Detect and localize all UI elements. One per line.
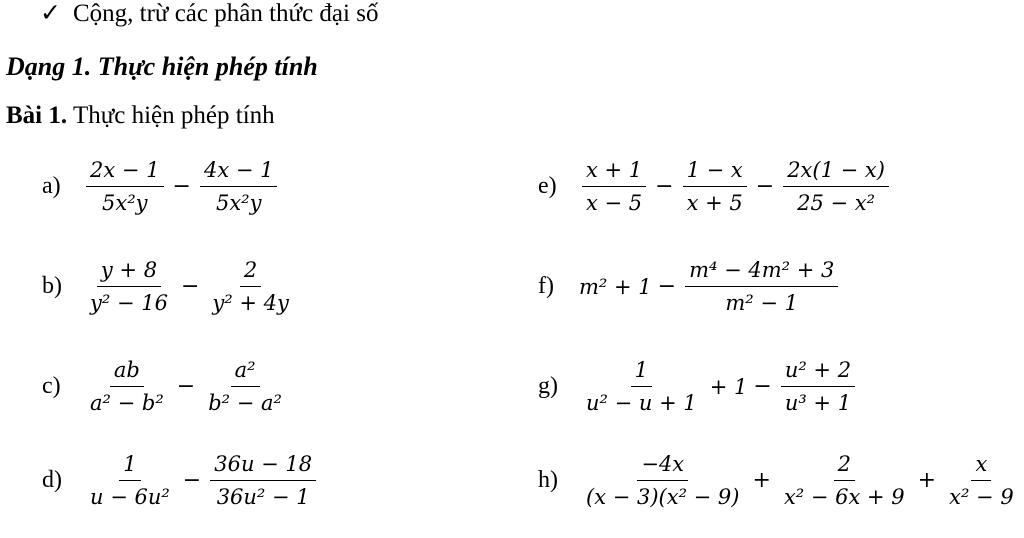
exercise-label: Bài 1. — [6, 102, 68, 129]
numerator: 1 — [631, 358, 652, 387]
denominator: 25 − x² — [797, 191, 876, 215]
operator: − — [657, 274, 677, 299]
numerator: x — [971, 452, 991, 481]
problem-c — [42, 358, 292, 415]
denominator: a² − b² — [90, 391, 164, 415]
topic-line — [40, 0, 378, 28]
fraction — [582, 158, 646, 215]
exercise-heading — [6, 102, 275, 130]
denominator: y² + 4y — [212, 291, 289, 315]
denominator: y² − 16 — [90, 291, 168, 315]
topic-text: Cộng, trừ các phân thức đại số — [72, 0, 379, 27]
denominator: x + 5 — [686, 191, 743, 215]
denominator: 5x²y — [215, 191, 262, 215]
numerator: y + 8 — [97, 258, 161, 287]
section-title: Dạng 1. Thực hiện phép tính — [6, 52, 318, 81]
numerator: u² + 2 — [781, 358, 855, 387]
expression — [80, 158, 283, 215]
problem-h — [538, 452, 1024, 509]
problem-a — [42, 158, 283, 215]
problem-label: e) — [538, 173, 557, 199]
denominator: u³ + 1 — [784, 391, 852, 415]
denominator: (x − 3)(x² − 9) — [586, 485, 740, 509]
fraction — [783, 158, 889, 215]
operator: − — [176, 374, 196, 399]
fraction — [200, 158, 278, 215]
fraction — [204, 358, 286, 415]
fraction — [86, 158, 164, 215]
problem-d — [42, 452, 322, 509]
problem-label: f) — [538, 273, 554, 299]
operator: − — [655, 174, 674, 199]
fraction — [685, 258, 838, 315]
denominator: x − 5 — [586, 191, 643, 215]
problem-e — [538, 158, 895, 215]
problem-label: a) — [42, 173, 61, 199]
fraction — [208, 258, 292, 315]
numerator: m⁴ − 4m² + 3 — [685, 258, 838, 287]
numerator: 2x(1 − x) — [783, 158, 889, 187]
problem-label: h) — [538, 467, 558, 493]
numerator: x + 1 — [582, 158, 646, 187]
numerator: 1 − x — [683, 158, 747, 187]
numerator: ab — [110, 358, 144, 387]
operator: − — [182, 468, 202, 493]
problem-label: b) — [42, 273, 62, 299]
denominator: 5x²y — [102, 191, 148, 215]
fraction — [945, 452, 1018, 509]
denominator: x² − 9 — [949, 485, 1014, 509]
operator: + — [752, 468, 771, 493]
operator: + — [917, 468, 937, 493]
numerator: a² — [231, 358, 260, 387]
problem-f — [538, 258, 844, 315]
fraction — [86, 452, 174, 509]
problem-b — [42, 258, 299, 315]
expression — [80, 258, 299, 315]
problem-label: c) — [42, 373, 61, 399]
fraction — [210, 452, 316, 509]
operator: − — [172, 174, 191, 199]
leading-term: m² + 1 — [579, 274, 652, 299]
denominator: 36u² − 1 — [216, 485, 310, 509]
numerator: 2 — [240, 258, 261, 287]
fraction — [683, 158, 747, 215]
denominator: m² − 1 — [725, 291, 799, 315]
problem-label: g) — [538, 373, 558, 399]
problem-g — [538, 358, 861, 415]
numerator: −4x — [637, 452, 688, 481]
fraction — [781, 358, 855, 415]
fraction — [582, 358, 701, 415]
denominator: b² − a² — [208, 391, 282, 415]
denominator: x² − 6x + 9 — [783, 485, 905, 509]
exercise-text: Thực hiện phép tính — [72, 102, 275, 129]
middle-term: + 1 — [709, 374, 748, 399]
expression — [576, 258, 844, 315]
fraction — [86, 258, 172, 315]
operator: − — [755, 174, 775, 199]
expression — [80, 358, 292, 415]
check-icon: ✓ — [40, 0, 61, 27]
numerator: 1 — [119, 452, 140, 481]
numerator: 2 — [834, 452, 855, 481]
numerator: 4x − 1 — [200, 158, 278, 187]
fraction — [582, 452, 744, 509]
fraction — [86, 358, 168, 415]
denominator: u² − u + 1 — [586, 391, 697, 415]
problem-label: d) — [42, 467, 62, 493]
expression — [576, 358, 861, 415]
numerator: 2x − 1 — [86, 158, 164, 187]
expression — [576, 158, 895, 215]
denominator: u − 6u² — [90, 485, 170, 509]
expression — [80, 452, 322, 509]
operator: − — [180, 274, 200, 299]
numerator: 36u − 18 — [210, 452, 316, 481]
expression — [576, 452, 1024, 509]
fraction — [780, 452, 909, 509]
operator: − — [753, 374, 772, 399]
